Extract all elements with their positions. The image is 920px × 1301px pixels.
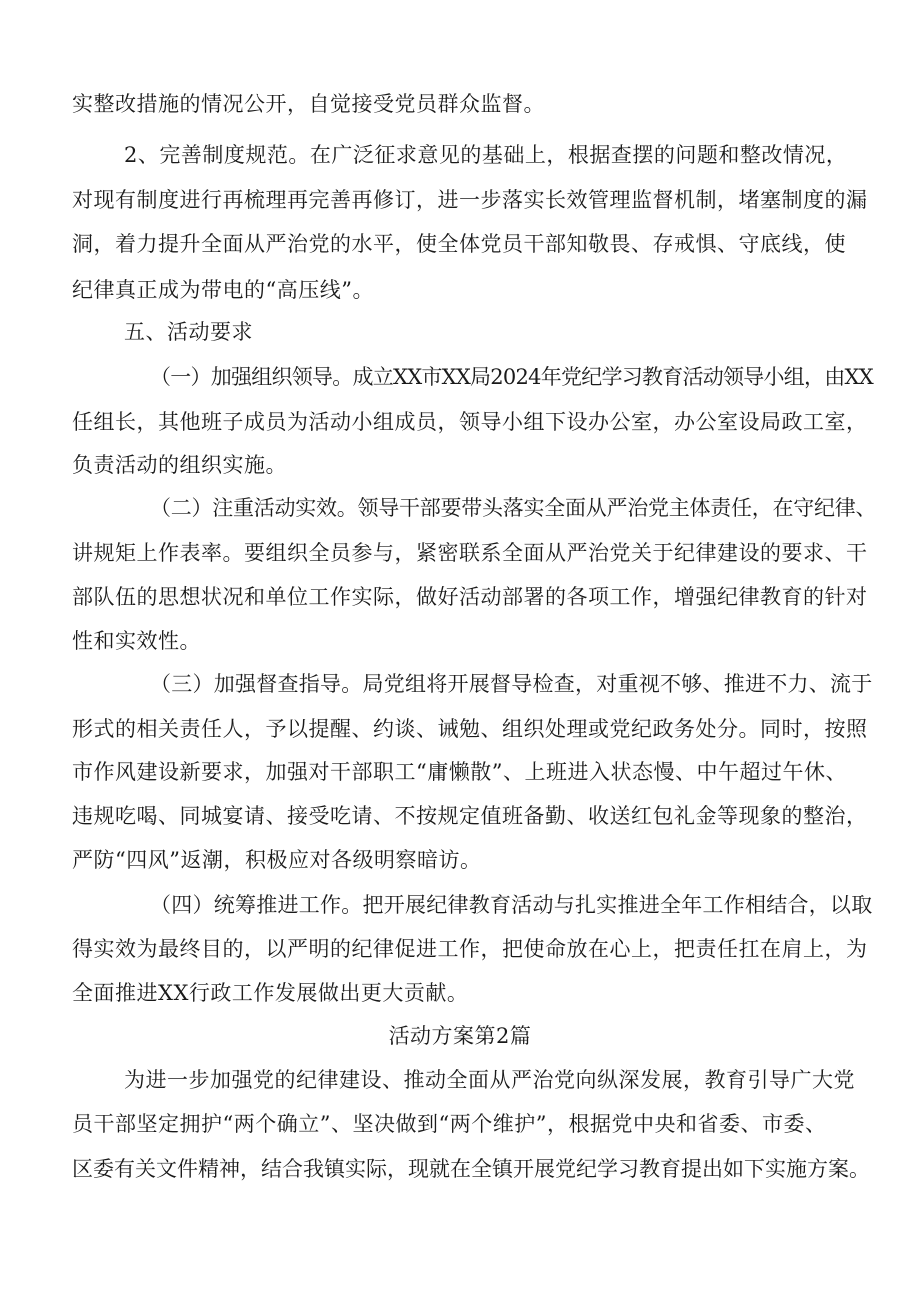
text-line: （二）注重活动实效。领导干部要带头落实全面从严治党主体责任，在守纪律、 — [150, 496, 877, 520]
text-line: 形式的相关责任人，予以提醒、约谈、诫勉、组织处理或党纪政务处分。同时，按照 — [72, 717, 868, 741]
text-line: 性和实效性。 — [72, 629, 201, 653]
text-line: 洞，着力提升全面从严治党的水平，使全体党员干部知敬畏、存戒惧、守底线，使 — [72, 232, 846, 256]
text-line: 为进一步加强党的纪律建设、推动全面从严治党向纵深发展，教育引导广大党 — [124, 1068, 855, 1092]
text-line: （一）加强组织领导。成立XX市XX局2024年党纪学习教育活动领导小组，由XX — [150, 365, 873, 389]
article-title: 活动方案第2篇 — [388, 1024, 532, 1048]
text-line: 区委有关文件精神，结合我镇实际，现就在全镇开展党纪学习教育提出如下实施方案。 — [72, 1157, 870, 1181]
text-line: 违规吃喝、同城宴请、接受吃请、不按规定值班备勤、收送红包礼金等现象的整治， — [72, 804, 868, 828]
text-line: 负责活动的组织实施。 — [72, 453, 287, 477]
text-line: 严防“四风”返潮，积极应对各级明察暗访。 — [72, 848, 482, 872]
text-line: 任组长，其他班子成员为活动小组成员，领导小组下设办公室，办公室设局政工室， — [72, 410, 868, 434]
text-line: （四）统筹推进工作。把开展纪律教育活动与扎实推进全年工作相结合，以取 — [150, 893, 873, 917]
text-line: 实整改措施的情况公开，自觉接受党员群众监督。 — [72, 92, 545, 116]
text-line: 讲规矩上作表率。要组织全员参与，紧密联系全面从严治党关于纪律建设的要求、干 — [72, 541, 868, 565]
text-line: 2、完善制度规范。在广泛征求意见的基础上，根据查摆的问题和整改情况， — [124, 143, 848, 167]
text-line: 全面推进XX行政工作发展做出更大贡献。 — [72, 981, 469, 1005]
text-line: 得实效为最终目的，以严明的纪律促进工作，把使命放在心上，把责任扛在肩上，为 — [72, 937, 868, 961]
section-heading: 五、活动要求 — [124, 320, 253, 344]
text-line: 市作风建设新要求，加强对干部职工“庸懒散”、上班进入状态慢、中午超过午休、 — [72, 760, 847, 784]
text-line: 部队伍的思想状况和单位工作实际，做好活动部署的各项工作，增强纪律教育的针对 — [72, 585, 868, 609]
text-line: 对现有制度进行再梳理再完善再修订，进一步落实长效管理监督机制，堵塞制度的漏 — [72, 188, 868, 212]
text-line: 纪律真正成为带电的“高压线”。 — [72, 278, 374, 302]
text-line: 员干部坚定拥护“两个确立”、坚决做到“两个维护”，根据党中央和省委、市委、 — [72, 1112, 827, 1136]
text-line: （三）加强督查指导。局党组将开展督导检查，对重视不够、推进不力、流于 — [150, 672, 873, 696]
